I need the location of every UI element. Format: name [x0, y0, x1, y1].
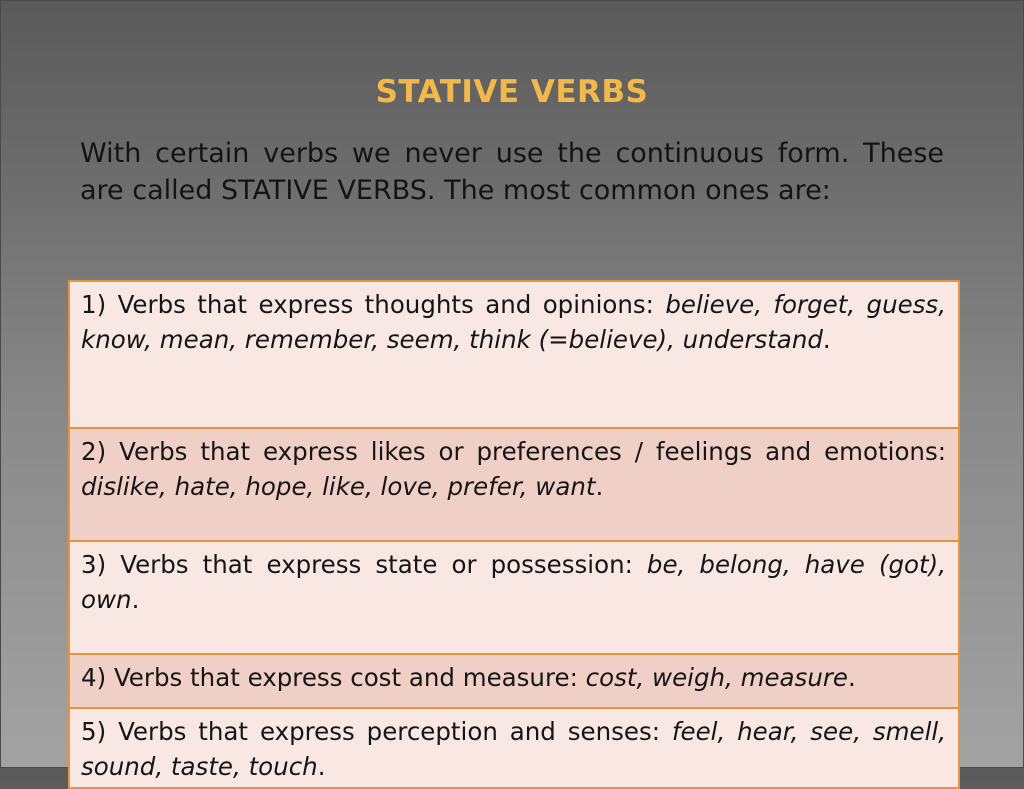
row-end: .	[848, 663, 856, 692]
row-verbs: be, belong, have (got), own	[81, 550, 946, 614]
row-number: 4)	[81, 663, 107, 692]
row-end: .	[317, 751, 326, 781]
row-description: Verbs that express likes or preferences / feelings and emotions:	[119, 437, 946, 466]
table-row	[70, 655, 958, 709]
row-description: Verbs that express state or possession:	[120, 550, 647, 579]
row-number: 5)	[81, 717, 107, 746]
row-number: 1)	[81, 290, 107, 319]
table-row	[70, 282, 958, 429]
row-description: Verbs that express perception and senses:	[118, 717, 672, 746]
table-row	[70, 542, 958, 655]
row-end: .	[822, 324, 831, 354]
table-row	[70, 709, 958, 789]
row-verbs: believe, forget, guess, know, mean, remember, seem, think (=believe), understand	[81, 290, 946, 354]
row-number: 3)	[81, 550, 107, 579]
slide-title: STATIVE VERBS	[375, 74, 649, 110]
table-row	[70, 429, 958, 542]
row-description: Verbs that express cost and measure:	[113, 663, 586, 692]
row-verbs: dislike, hate, hope, like, love, prefer, want	[81, 471, 596, 501]
stative-verbs-table	[68, 280, 960, 789]
row-verbs: feel, hear, see, smell, sound, taste, touch	[81, 717, 946, 781]
row-number: 2)	[81, 437, 107, 466]
intro-paragraph: With certain verbs we never use the continuous form. These are called STATIVE VERBS. The most common ones are:	[80, 138, 944, 206]
row-verbs: cost, weigh, measure	[585, 663, 848, 692]
row-end: .	[595, 471, 604, 501]
row-description: Verbs that express thoughts and opinions:	[117, 290, 666, 319]
row-end: .	[131, 584, 140, 614]
